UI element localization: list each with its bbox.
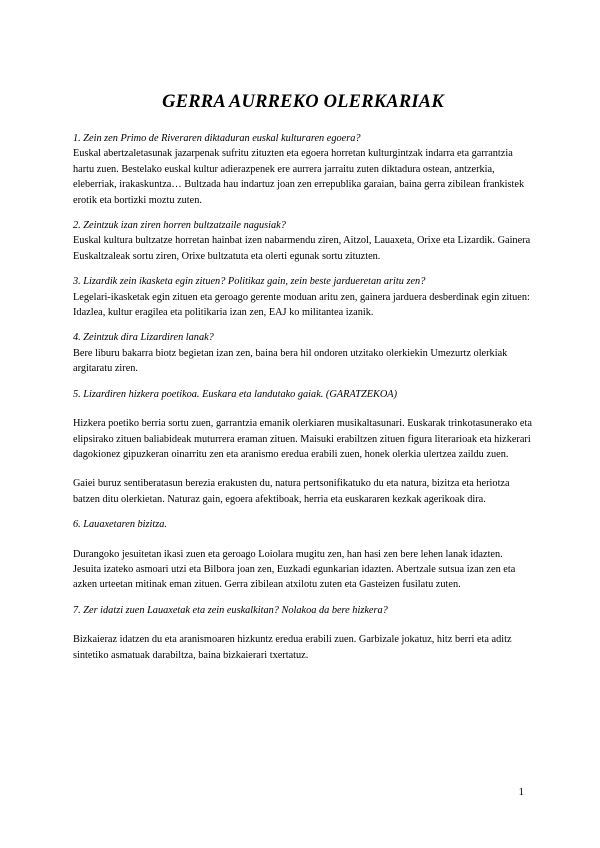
- document-title: GERRA AURREKO OLERKARIAK: [162, 92, 444, 112]
- question-4: 4. Zeintzuk dira Lizardiren lanak?: [73, 332, 214, 344]
- page-number: 1: [518, 786, 524, 798]
- answer-6: Durangoko jesuitetan ikasi zuen eta geroago Loiolara mugitu zen, han hasi zen bere lehen lanak idazten. Jesuita izateko asmoari utzi eta Bilbora joan zen, Euzkadi egunkarian idazten. Abertzale sutsua izan zen eta azken urteetan mitinak eman zituen. Gerra zibilean atxilotu zuten eta Gasteizen fusilatu zuten.: [73, 548, 516, 591]
- answer-7: Bizkaieraz idatzen du eta aranismoaren hizkuntz eredua erabili zuen. Garbizale jokatuz, hitz berri eta aditz sintetiko asmatuak darabiltza, baina bizkaierari txertatuz.: [73, 634, 512, 661]
- question-3: 3. Lizardik zein ikasketa egin zituen? Politikaz gain, zein beste jardueretan aritu zen?: [73, 276, 426, 288]
- document-body: [73, 131, 533, 663]
- answer-4: Bere liburu bakarra biotz begietan izan zen, baina bera hil ondoren utzitako olerkiekin Umezurtz olerkiak argitaratu ziren.: [73, 347, 508, 375]
- question-1: 1. Zein zen Primo de Riveraren diktaduran euskal kulturaren egoera?: [73, 133, 361, 144]
- question-2: 2. Zeintzuk izan ziren horren bultzatzaile nagusiak?: [73, 220, 286, 232]
- question-7: 7. Zer idatzi zuen Lauaxetak eta zein euskalkitan? Nolakoa da bere hizkera?: [73, 604, 388, 616]
- question-6: 6. Lauaxetaren bizitza.: [73, 519, 168, 531]
- answer-1: Euskal abertzaletasunak jazarpenak sufritu zituzten eta egoera horretan kulturgintzak indarra eta garrantzia hartu zuen. Bestelako euskal kultur adierazpenek ere aurrera jarraitu zuten diktadura ostean, antzerkia, eleberriak, irakaskuntza… Bultzada hau indartuz joan zen errepublika garaian, baina gerra zibilean frankistek erotik eta bortizki moztu zuten.: [73, 148, 525, 206]
- answer-5-paragraph-2: Gaiei buruz sentiberatasun berezia erakusten du, natura pertsonifikatuko du eta natura, bizitza eta heriotza batzen ditu olerkietan. Naturaz gain, egoera afektiboak, herria eta euskararen kezkak agerikoak dira.: [73, 478, 510, 505]
- answer-2: Euskal kultura bultzatze horretan hainbat izen nabarmendu ziren, Aitzol, Lauaxeta, Orixe eta Lizardik. Gainera Euskaltzaleak sortu ziren, Orixe bultzatuta eta olerti egunak sortu zituzten.: [73, 235, 531, 262]
- question-5: 5. Lizardiren hizkera poetikoa. Euskara eta landutako gaiak. (GARATZEKOA): [73, 388, 398, 400]
- answer-3: Legelari-ikasketak egin zituen eta geroago gerente moduan aritu zen, gainera jarduera desberdinak egin zituen: Idazlea, kultur eragilea eta politikaria izan zen, EAJ ko militantea izanik.: [73, 291, 530, 319]
- answer-5-paragraph-1: Hizkera poetiko berria sortu zuen, garrantzia emanik olerkiaren musikaltasunari. Euskarak trinkotasunerako eta elipsirako zituen baliabideak muturrera eraman zituen. Maisuki erabiltzen zituen figura literarioak eta hizkerari dagokionez gipuzkeran oinarritu zen eta aranismo eredua erabili zuen, honek olerkia ulertzea zaildu zuen.: [73, 418, 532, 460]
